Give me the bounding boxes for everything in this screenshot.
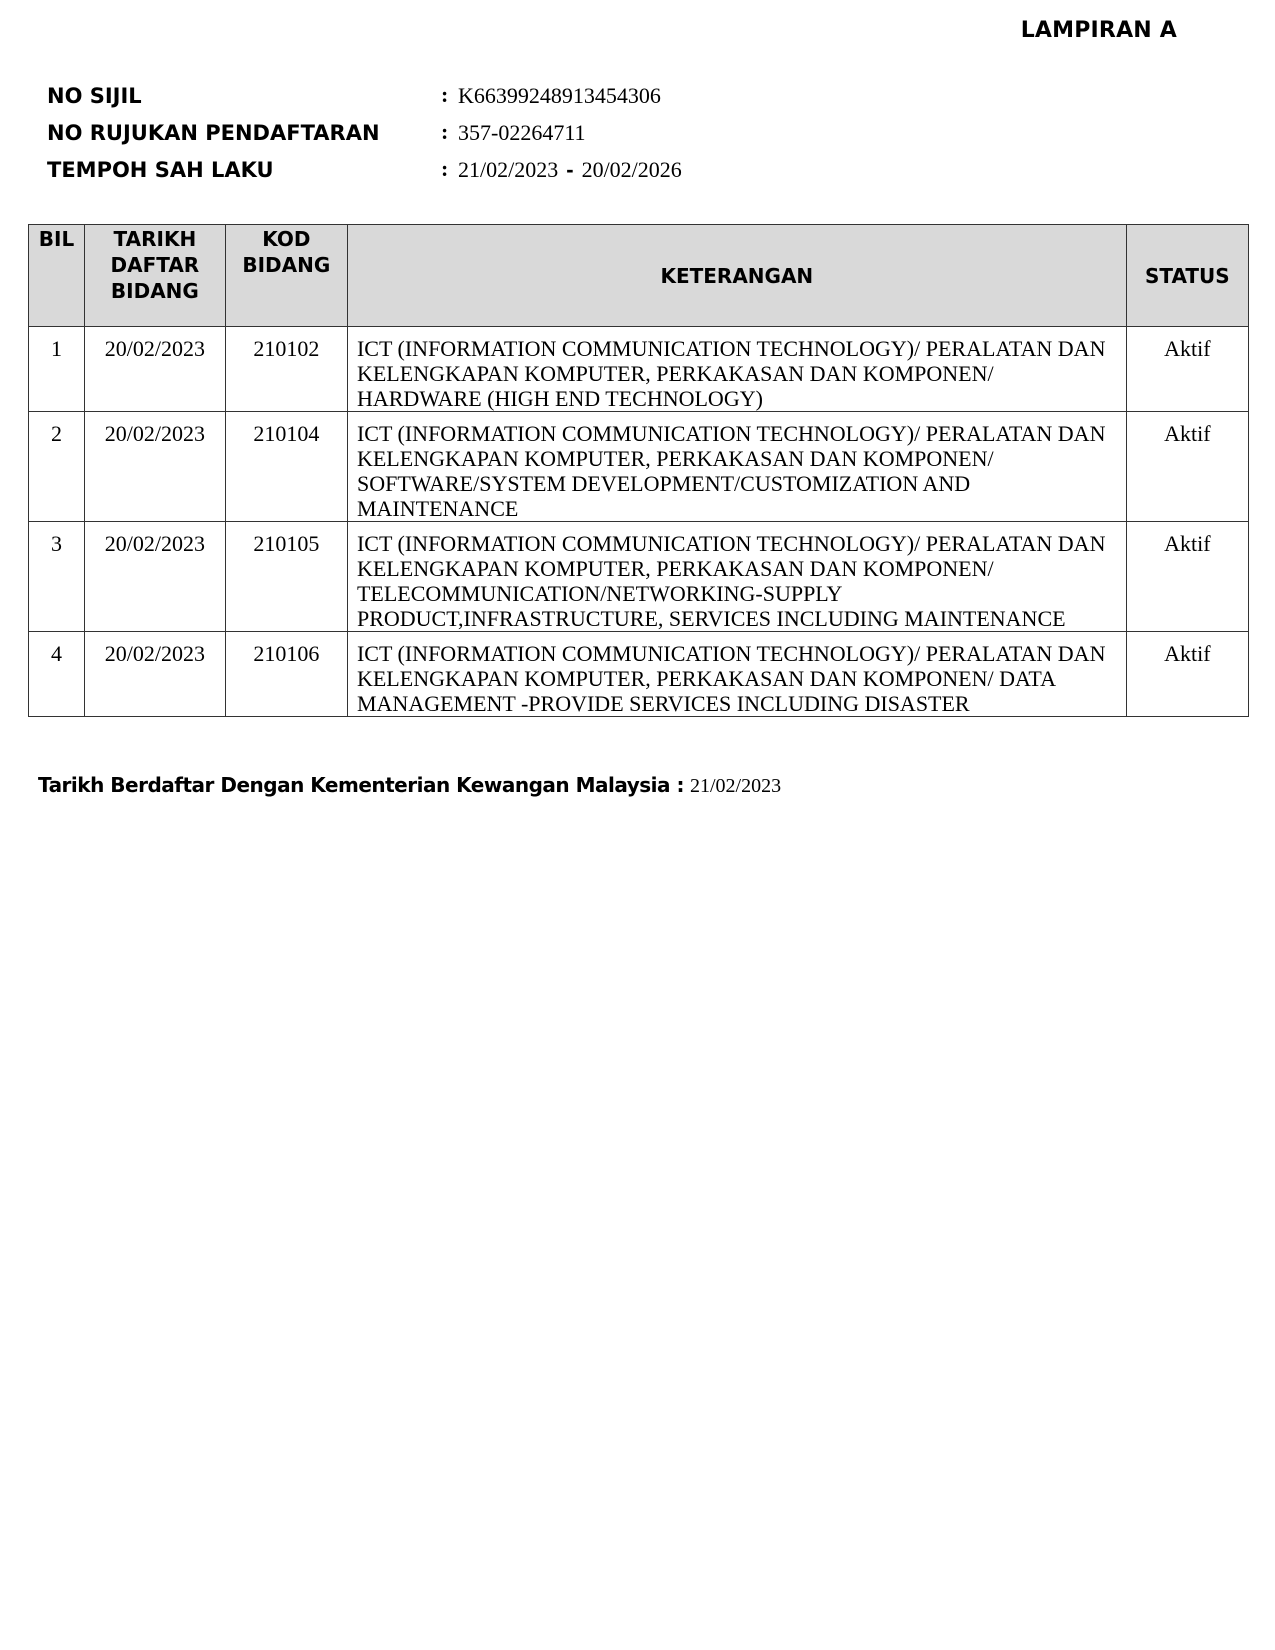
row-description: ICT (INFORMATION COMMUNICATION TECHNOLOGY)/ PERALATAN DAN KELENGKAPAN KOMPUTER, PERKAKASAN DAN KOMPONEN/ TELECOMMUNICATION/NETWORKING-SUPPLY PRODUCT,INFRASTRUCTURE, SERVICES INCLUDING MAINTENANCE [347, 522, 1126, 632]
certificate-number-label: NO SIJIL [47, 84, 142, 108]
row-status: Aktif [1126, 327, 1248, 412]
certificate-number-value: K66399248913454306 [458, 83, 661, 108]
validity-period-value [458, 157, 682, 183]
row-description: ICT (INFORMATION COMMUNICATION TECHNOLOGY)/ PERALATAN DAN KELENGKAPAN KOMPUTER, PERKAKASAN DAN KOMPONEN/ DATA MANAGEMENT -PROVIDE SERVICES INCLUDING DISASTER [356, 641, 1106, 716]
registration-fields-table [28, 224, 1249, 717]
colon-separator: : [441, 156, 449, 181]
row-field-code: 210105 [225, 522, 347, 632]
colon-separator: : [441, 82, 449, 107]
row-registration-date: 20/02/2023 [85, 522, 226, 632]
row-description-cell [347, 632, 1126, 717]
column-header-registration-date: TARIKH DAFTAR BIDANG [85, 225, 226, 327]
row-number: 3 [29, 522, 85, 632]
validity-separator: - [566, 157, 574, 182]
row-registration-date: 20/02/2023 [85, 327, 226, 412]
ministry-registration-label: Tarikh Berdaftar Dengan Kementerian Kewangan Malaysia : [38, 773, 684, 797]
ministry-registration-date [38, 773, 781, 798]
registration-reference-value: 357-02264711 [458, 120, 586, 145]
row-status: Aktif [1126, 632, 1248, 717]
row-number: 1 [29, 327, 85, 412]
row-field-code: 210102 [225, 327, 347, 412]
column-header-field-code: KOD BIDANG [225, 225, 347, 327]
row-field-code: 210104 [225, 412, 347, 522]
table-header-row [29, 225, 1249, 327]
validity-period-label: TEMPOH SAH LAKU [47, 158, 274, 182]
table-row [29, 412, 1249, 522]
table-row [29, 632, 1249, 717]
table-row [29, 327, 1249, 412]
validity-start-date: 21/02/2023 [458, 157, 559, 182]
column-header-description: KETERANGAN [347, 225, 1126, 327]
row-description: ICT (INFORMATION COMMUNICATION TECHNOLOGY)/ PERALATAN DAN KELENGKAPAN KOMPUTER, PERKAKASAN DAN KOMPONEN/ SOFTWARE/SYSTEM DEVELOPMENT/CUSTOMIZATION AND MAINTENANCE [347, 412, 1126, 522]
colon-separator: : [441, 119, 449, 144]
column-header-status: STATUS [1126, 225, 1248, 327]
ministry-registration-value: 21/02/2023 [690, 775, 782, 797]
table-row [29, 522, 1249, 632]
row-status: Aktif [1126, 522, 1248, 632]
column-header-bil: BIL [29, 225, 85, 327]
registration-reference-label: NO RUJUKAN PENDAFTARAN [47, 121, 380, 145]
row-number: 4 [29, 632, 85, 717]
row-status: Aktif [1126, 412, 1248, 522]
annex-label: LAMPIRAN A [1020, 18, 1177, 43]
row-registration-date: 20/02/2023 [85, 632, 226, 717]
row-field-code: 210106 [225, 632, 347, 717]
row-registration-date: 20/02/2023 [85, 412, 226, 522]
row-number: 2 [29, 412, 85, 522]
row-description: ICT (INFORMATION COMMUNICATION TECHNOLOGY)/ PERALATAN DAN KELENGKAPAN KOMPUTER, PERKAKASAN DAN KOMPONEN/ HARDWARE (HIGH END TECHNOLOGY) [347, 327, 1126, 412]
validity-end-date: 20/02/2026 [581, 157, 682, 182]
